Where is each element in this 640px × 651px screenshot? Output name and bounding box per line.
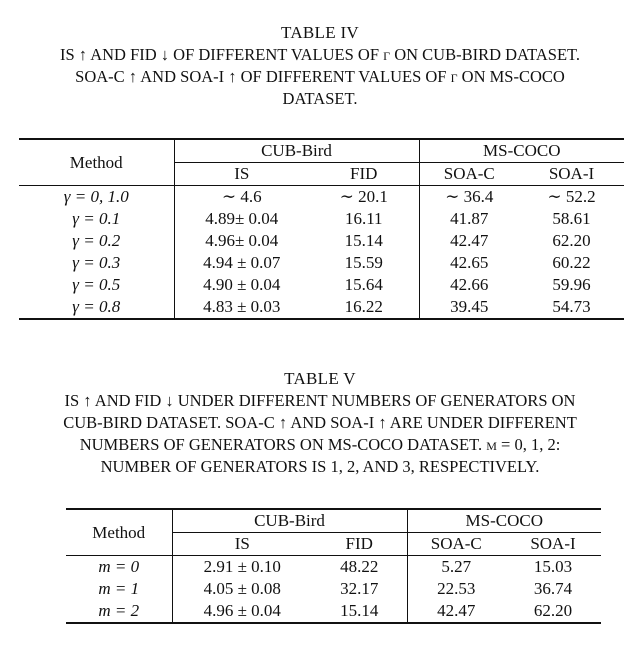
cell-soai: 58.61 — [552, 209, 591, 228]
table4-method-header: Method — [19, 139, 174, 186]
cell-fid: 32.17 — [340, 579, 379, 598]
cell-fid: 15.14 — [312, 600, 407, 623]
cell-is: 4.05 ± 0.08 — [172, 578, 312, 600]
cell-soac: 42.47 — [407, 600, 505, 623]
table-row — [19, 296, 624, 319]
table5-col-fid: FID — [345, 534, 373, 553]
table5-caption-line1: IS ↑ AND FID ↓ UNDER DIFFERENT NUMBERS OF GENERATORS ON — [64, 391, 576, 410]
cell-is: 4.96± 0.04 — [174, 230, 309, 252]
cell-soac: 5.27 — [407, 556, 505, 579]
cell-fid: 48.22 — [312, 556, 407, 579]
row-method: γ = 0.1 — [72, 209, 121, 228]
row-method: γ = 0.8 — [19, 296, 174, 319]
row-method: m = 1 — [98, 579, 140, 598]
cell-is: ∼ 4.6 — [174, 186, 309, 209]
cell-soai: 62.20 — [505, 600, 601, 623]
cell-soac: 42.66 — [419, 274, 519, 296]
cell-soac: ∼ 36.4 — [419, 186, 519, 209]
cell-is: 4.89± 0.04 — [174, 208, 309, 230]
cell-is: 2.91 ± 0.10 — [172, 556, 312, 579]
table-row — [19, 230, 624, 252]
row-method: γ = 0, 1.0 — [19, 186, 174, 209]
table4-caption-line3: DATASET. — [282, 89, 358, 108]
cell-soac: 41.87 — [419, 208, 519, 230]
table5-caption-line3: NUMBERS OF GENERATORS ON MS-COCO DATASET. m = 0, 1, 2: — [79, 435, 561, 454]
table-row — [19, 252, 624, 274]
table-row — [19, 186, 624, 209]
row-method: m = 0 — [66, 556, 172, 579]
table5-col-soac: SOA-C — [407, 533, 505, 556]
cell-soai: ∼ 52.2 — [519, 186, 624, 209]
cell-fid: 15.14 — [344, 231, 383, 250]
table4-group-coco: MS-COCO — [419, 139, 624, 163]
cell-is: 4.96 ± 0.04 — [172, 600, 312, 623]
table4-caption — [0, 22, 640, 110]
table4-col-is: IS — [174, 163, 309, 186]
table5-col-is: IS — [172, 533, 312, 556]
cell-soai: 36.74 — [533, 579, 573, 598]
table-row — [66, 556, 601, 579]
table5-title: TABLE V — [284, 369, 356, 388]
cell-soac: 42.65 — [419, 252, 519, 274]
table4-title: TABLE IV — [281, 23, 359, 42]
table-row — [66, 600, 601, 623]
table4-group-cub: CUB-Bird — [174, 139, 419, 163]
cell-fid: ∼ 20.1 — [309, 186, 419, 209]
cell-fid: 15.59 — [344, 253, 383, 272]
cell-soac: 42.47 — [419, 230, 519, 252]
table4-header-row — [19, 139, 624, 163]
row-method: m = 2 — [66, 600, 172, 623]
table5-col-soai: SOA-I — [530, 534, 576, 553]
cell-fid: 15.64 — [344, 275, 383, 294]
table5-group-coco: MS-COCO — [407, 509, 601, 533]
table-row — [66, 578, 601, 600]
table5-group-cub: CUB-Bird — [172, 509, 407, 533]
table4-caption-line1: IS ↑ AND FID ↓ OF DIFFERENT VALUES OF γ ON CUB-BIRD DATASET. — [59, 45, 581, 64]
table4-col-soai: SOA-I — [548, 164, 595, 183]
cell-fid: 16.11 — [344, 209, 383, 228]
cell-soai: 15.03 — [505, 556, 601, 579]
row-method: γ = 0.5 — [72, 275, 121, 294]
cell-is: 4.90 ± 0.04 — [174, 274, 309, 296]
cell-soai: 62.20 — [552, 231, 591, 250]
table-row — [19, 274, 624, 296]
table5-method-header: Method — [66, 509, 172, 556]
table4-col-soac: SOA-C — [419, 163, 519, 186]
row-method: γ = 0.3 — [72, 253, 121, 272]
cell-soai: 59.96 — [552, 275, 591, 294]
row-method: γ = 0.2 — [72, 231, 121, 250]
table5-caption — [0, 368, 640, 478]
table4 — [19, 138, 624, 320]
table5 — [66, 508, 601, 624]
table-row — [19, 208, 624, 230]
table5-caption-line2: CUB-BIRD DATASET. SOA-C ↑ AND SOA-I ↑ ARE UNDER DIFFERENT — [63, 413, 577, 432]
table5-header-row — [66, 509, 601, 533]
cell-soac: 39.45 — [419, 296, 519, 319]
table4-caption-line2: SOA-C ↑ AND SOA-I ↑ OF DIFFERENT VALUES OF γ ON MS-COCO — [75, 67, 565, 86]
table4-col-fid: FID — [350, 164, 378, 183]
table5-caption-line4: NUMBER OF GENERATORS IS 1, 2, AND 3, RESPECTIVELY. — [100, 457, 540, 476]
cell-is: 4.83 ± 0.03 — [174, 296, 309, 319]
cell-soai: 54.73 — [519, 296, 624, 319]
cell-fid: 16.22 — [309, 296, 419, 319]
cell-is: 4.94 ± 0.07 — [174, 252, 309, 274]
cell-soac: 22.53 — [407, 578, 505, 600]
cell-soai: 60.22 — [552, 253, 591, 272]
